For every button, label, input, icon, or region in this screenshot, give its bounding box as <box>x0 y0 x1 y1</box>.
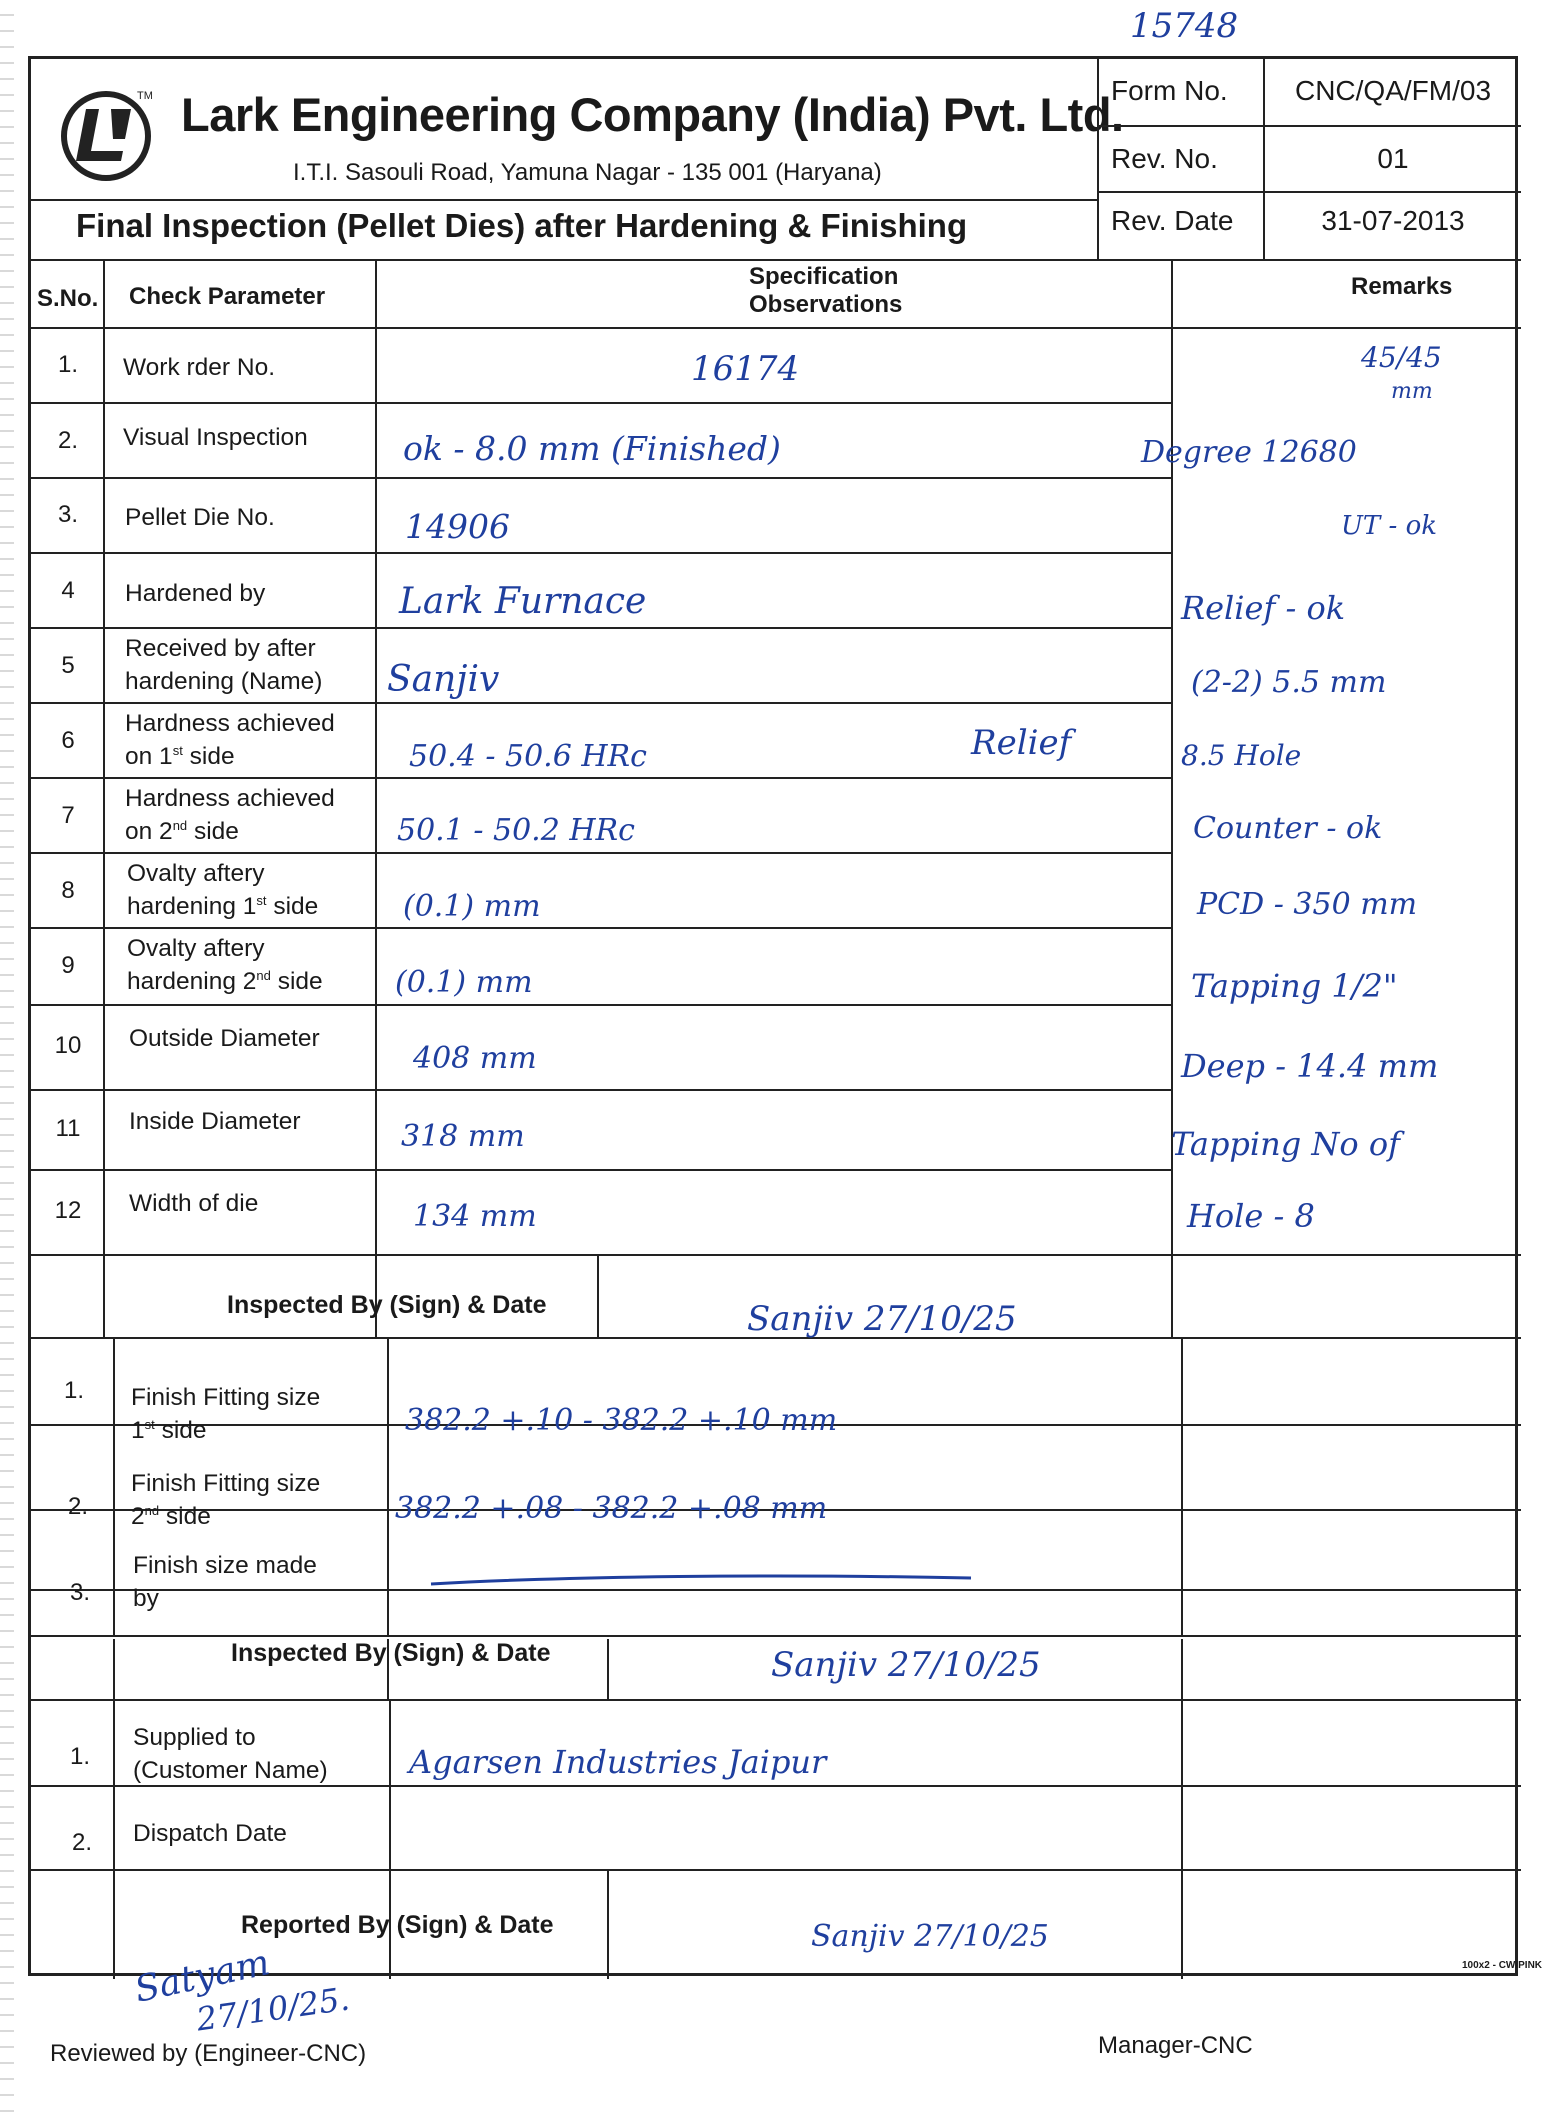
col-spec-header-2: Observations <box>749 291 903 318</box>
check-parameter: Finish Fitting size 1st side <box>131 1384 321 1444</box>
remark-line: Deep - 14.4 mm <box>1181 1047 1439 1085</box>
col-remarks-header: Remarks <box>1351 273 1453 300</box>
obs-hardened-by: Lark Furnace <box>399 581 647 622</box>
check-parameter: Ovalty aftery hardening 1st side <box>127 860 319 920</box>
row-sno: 1. <box>57 351 78 378</box>
rev-date-label: Rev. Date <box>1111 205 1234 236</box>
obs-work-order: 16174 <box>691 349 800 389</box>
company-logo <box>51 79 161 189</box>
obs-visual-inspection: ok - 8.0 mm (Finished) <box>403 429 781 468</box>
row-sno: 5 <box>61 652 75 679</box>
reported-by-label: Reported By (Sign) & Date <box>241 1911 554 1939</box>
form-title: Final Inspection (Pellet Dies) after Hardening & Finishing <box>76 207 968 244</box>
row-sno: 10 <box>54 1032 82 1059</box>
rev-no-value: 01 <box>1377 143 1409 174</box>
reviewer-signature: Satyam <box>131 1942 274 2011</box>
company-name: Lark Engineering Company (India) Pvt. Ltd. <box>181 88 1124 141</box>
reviewed-by-label: Reviewed by (Engineer-CNC) <box>50 2040 367 2067</box>
check-parameter: Dispatch Date <box>133 1820 287 1847</box>
row-sno: 11 <box>55 1115 81 1142</box>
obs-supplied-to: Agarsen Industries Jaipur <box>409 1743 827 1781</box>
form-no-label: Form No. <box>1111 75 1228 106</box>
remark-line: UT - ok <box>1341 511 1437 541</box>
inspected-by-signature-1: Sanjiv 27/10/25 <box>747 1299 1017 1339</box>
row-sno: 6 <box>61 727 75 754</box>
manager-label: Manager-CNC <box>1098 2032 1253 2059</box>
inspection-form <box>28 56 1518 1976</box>
col-sno-header: S.No. <box>37 285 99 312</box>
rev-date-value: 31-07-2013 <box>1321 205 1465 236</box>
remark-line: 8.5 Hole <box>1181 739 1302 772</box>
remark-line: PCD - 350 mm <box>1197 887 1418 922</box>
obs-received-by: Sanjiv <box>387 659 500 700</box>
check-parameter: Hardness achieved on 2nd side <box>125 785 335 845</box>
remark-line: Hole - 8 <box>1187 1197 1315 1235</box>
col-spec-header-1: Specification <box>749 263 899 290</box>
reviewer-date: 27/10/25. <box>194 1979 352 2039</box>
form-no-value: CNC/QA/FM/03 <box>1294 75 1492 106</box>
obs-outside-diameter: 408 mm <box>413 1041 537 1076</box>
inspected-by-label-2: Inspected By (Sign) & Date <box>231 1639 551 1667</box>
row-sno: 1. <box>63 1377 84 1404</box>
row-sno: 3. <box>57 501 78 528</box>
check-parameter: Inside Diameter <box>129 1108 301 1135</box>
remark-line: Counter - ok <box>1193 811 1383 846</box>
remark-line: 45/45 <box>1361 341 1442 374</box>
obs-finish-fitting-1st: 382.2 +.10 - 382.2 +.10 mm <box>405 1403 838 1438</box>
rev-no-label: Rev. No. <box>1111 143 1218 174</box>
check-parameter: Work rder No. <box>123 354 276 381</box>
remark-line: Relief - ok <box>1181 589 1346 627</box>
remark-line: Degree 12680 <box>1141 435 1357 470</box>
row-sno: 8 <box>61 877 75 904</box>
obs-finish-fitting-2nd: 382.2 +.08 - 382.2 +.08 mm <box>395 1491 828 1526</box>
row-sno: 2. <box>71 1829 92 1856</box>
row-sno: 7 <box>61 802 75 829</box>
check-parameter: Outside Diameter <box>129 1025 320 1052</box>
company-address: I.T.I. Sasouli Road, Yamuna Nagar - 135 001 (Haryana) <box>293 159 882 186</box>
row-sno: 1. <box>69 1743 90 1770</box>
row-sno: 12 <box>54 1197 82 1224</box>
remark-line: mm <box>1391 379 1433 404</box>
obs-ovalty-1st: (0.1) mm <box>403 889 541 924</box>
obs-hardness-1st-extra: Relief <box>971 723 1072 763</box>
handwritten-top-number: 15748 <box>1130 6 1239 46</box>
reported-by-signature: Sanjiv 27/10/25 <box>811 1919 1049 1954</box>
remark-line: Tapping 1/2" <box>1191 967 1398 1005</box>
row-sno: 9 <box>61 952 75 979</box>
check-parameter: Hardness achieved on 1st side <box>125 710 335 770</box>
obs-hardness-1st: 50.4 - 50.6 HRc <box>409 739 647 774</box>
row-sno: 4 <box>61 577 75 604</box>
remark-line: (2-2) 5.5 mm <box>1191 665 1387 700</box>
check-parameter: Received by after hardening (Name) <box>125 635 323 695</box>
print-code: 100x2 - CW/PINK <box>1462 1960 1543 1971</box>
check-parameter: Width of die <box>129 1190 259 1217</box>
check-parameter: Supplied to (Customer Name) <box>133 1724 328 1784</box>
row-sno: 2. <box>67 1493 88 1520</box>
inspected-by-label-1: Inspected By (Sign) & Date <box>227 1291 547 1319</box>
remark-line: Tapping No of <box>1171 1125 1400 1163</box>
row-sno: 2. <box>57 427 78 454</box>
check-parameter: Finish Fitting size 2nd side <box>131 1470 321 1530</box>
check-parameter: Hardened by <box>125 580 266 607</box>
check-parameter: Finish size made by <box>133 1552 317 1612</box>
check-parameter: Ovalty aftery hardening 2nd side <box>127 935 323 995</box>
obs-width-of-die: 134 mm <box>413 1199 537 1234</box>
obs-inside-diameter: 318 mm <box>401 1119 525 1154</box>
inspected-by-signature-2: Sanjiv 27/10/25 <box>771 1645 1041 1685</box>
notebook-perforation-edge <box>0 0 14 2117</box>
obs-hardness-2nd: 50.1 - 50.2 HRc <box>397 813 635 848</box>
finish-size-blank-stroke <box>421 1564 981 1594</box>
obs-ovalty-2nd: (0.1) mm <box>395 965 533 1000</box>
check-parameter: Pellet Die No. <box>125 504 275 531</box>
logo-tm-text: TM <box>137 90 153 102</box>
check-parameter: Visual Inspection <box>123 424 308 451</box>
col-check-header: Check Parameter <box>129 283 326 310</box>
row-sno: 3. <box>69 1579 90 1606</box>
obs-pellet-die-no: 14906 <box>405 507 510 546</box>
